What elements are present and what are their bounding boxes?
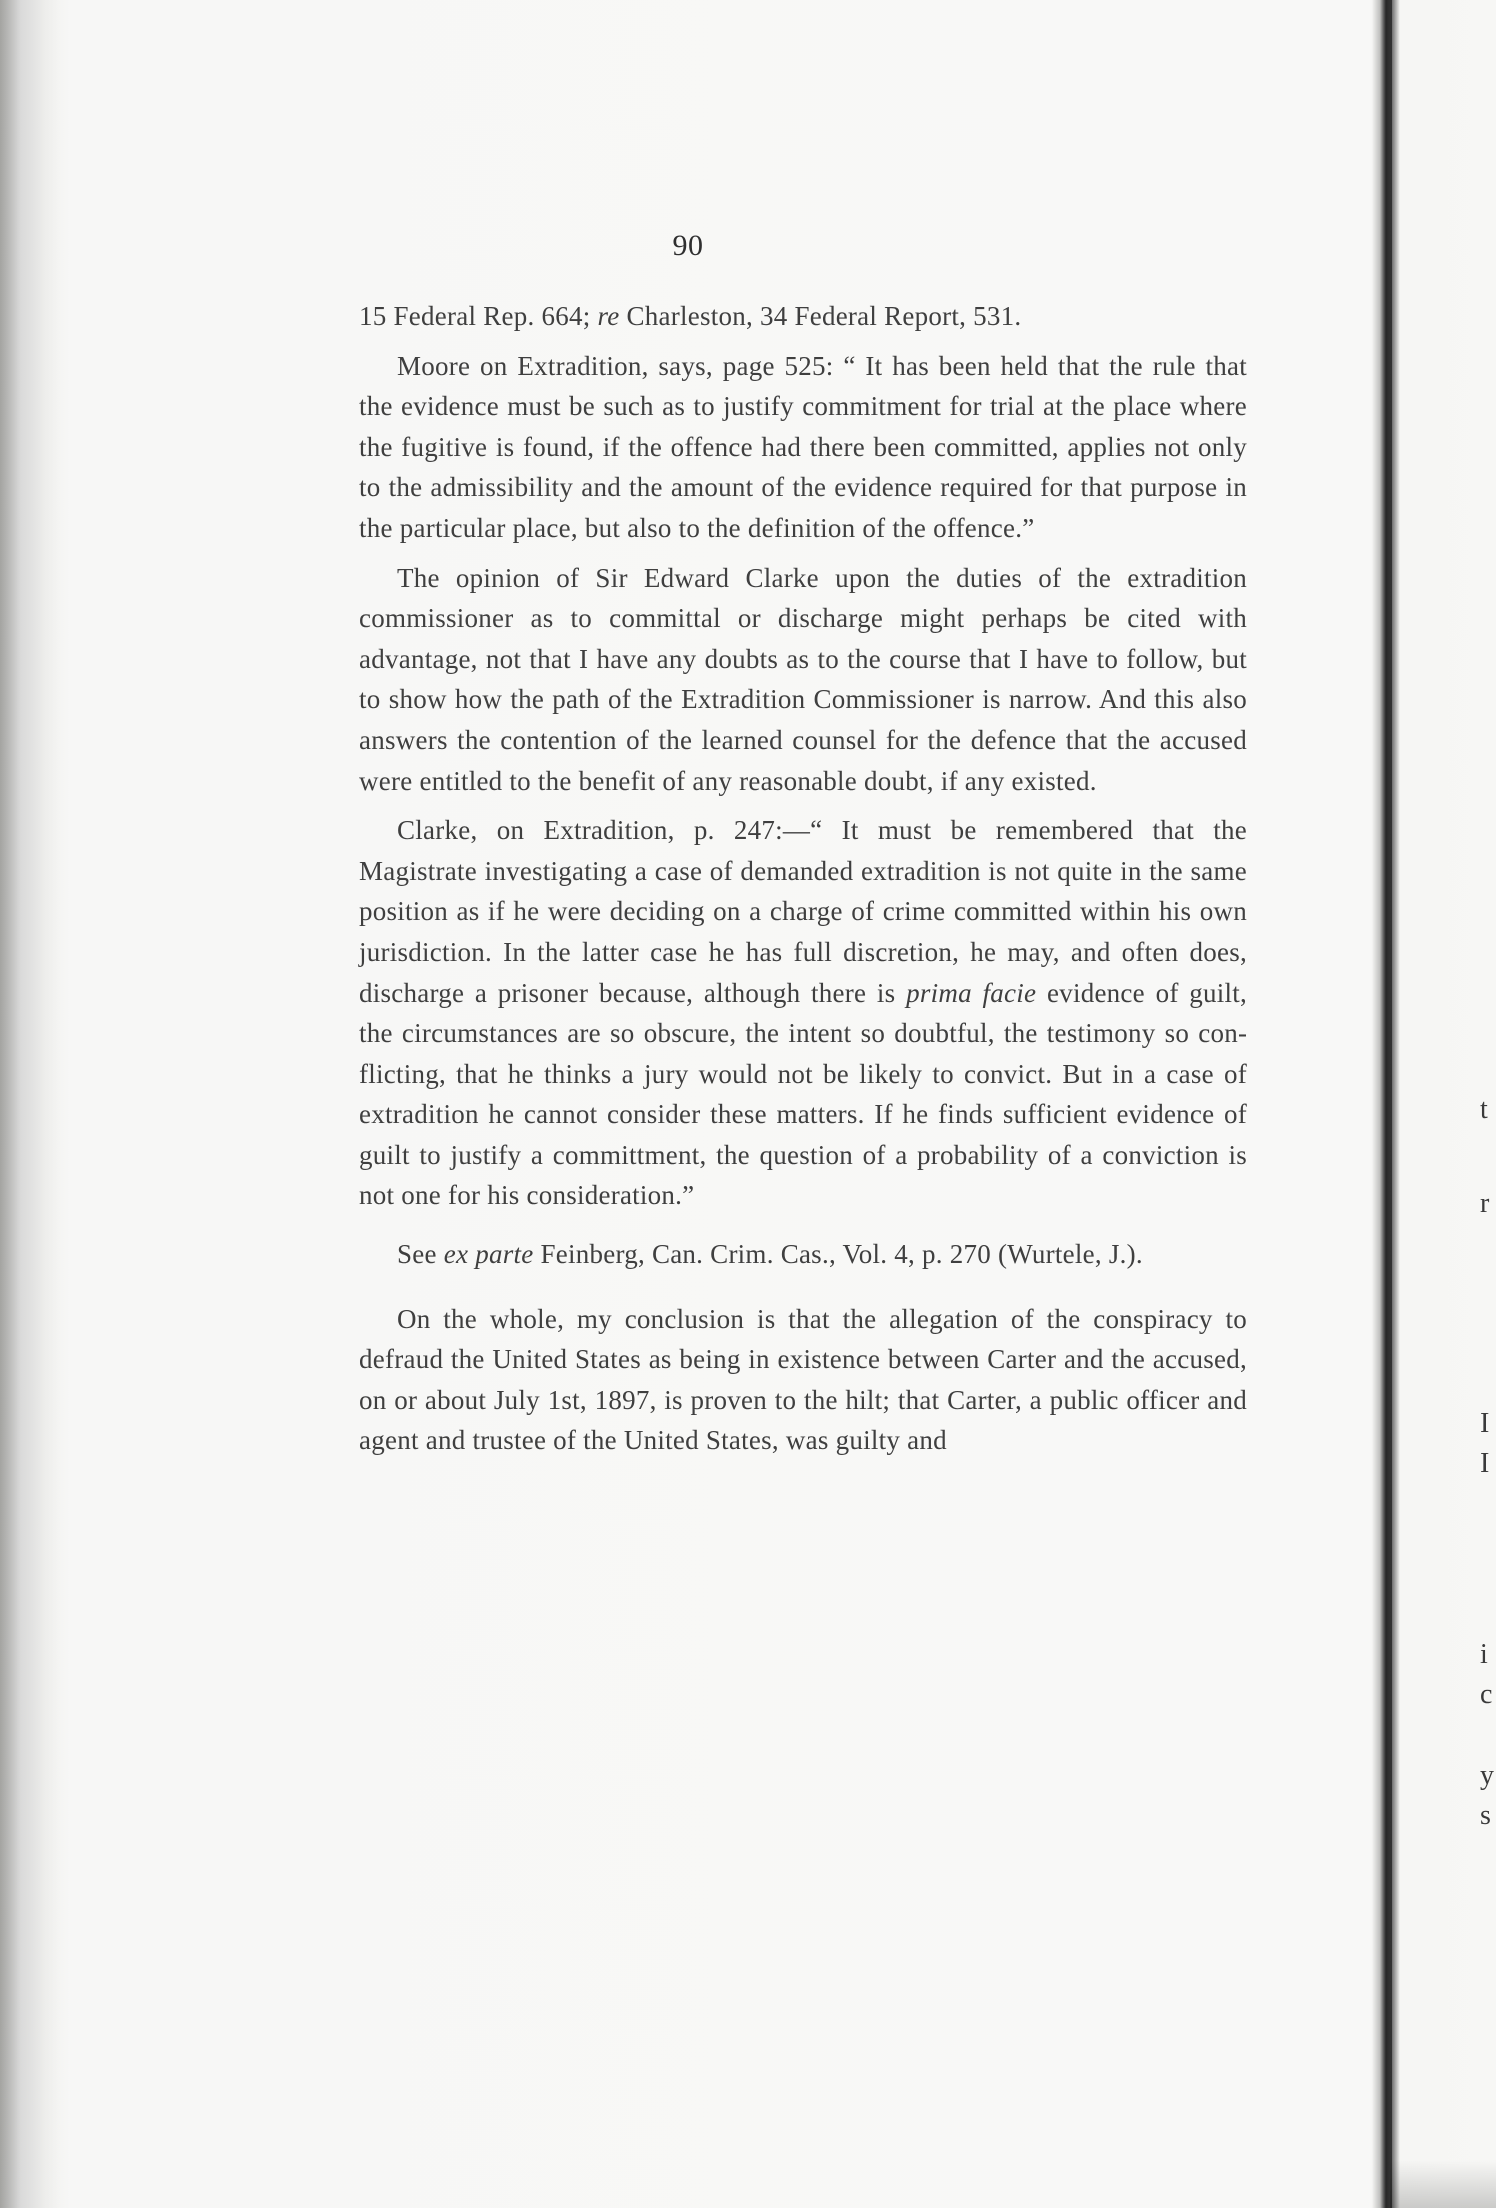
citation-italic: re bbox=[597, 301, 620, 331]
facing-page-fragment: i bbox=[1480, 1641, 1488, 1669]
left-page-edge-shadow bbox=[0, 0, 60, 2208]
citation-text-end: Charleston, 34 Federal Report, 531. bbox=[619, 301, 1022, 331]
facing-page-fragment: t bbox=[1480, 1096, 1488, 1124]
clarke-quote-end: evidence of guilt, the circumstances are so obscure, the intent so doubtful, the testimony so conflicting, that he thinks a jury would not be likely to convict. But in a case of extradition he cannot consider these matters. If he finds sufficient evidence of guilt to justify a committment, the question of a probability of a conviction is not one for his consideration.” bbox=[359, 977, 1248, 1211]
facing-page-fragment: I bbox=[1480, 1410, 1490, 1438]
see-reference-italic: ex parte bbox=[443, 1239, 534, 1270]
clarke-quote-italic: prima facie bbox=[906, 977, 1037, 1008]
body-text bbox=[359, 296, 1247, 1461]
facing-page-fragment: c bbox=[1480, 1681, 1493, 1709]
facing-page-fragment: y bbox=[1480, 1762, 1494, 1790]
page-number: 90 bbox=[672, 229, 704, 262]
paragraph-citation bbox=[359, 296, 1247, 337]
facing-page-fragment: I bbox=[1480, 1450, 1490, 1478]
see-reference-start: See bbox=[397, 1239, 444, 1270]
paragraph-clarke-quote bbox=[359, 810, 1247, 1216]
clarke-quote-start: Clarke, on Extradition, p. 247:—“ It must be remembered that the Magistrate investigating a case of demanded extradition is not quite in the same position as if he were deciding on a charge of crime committed within his own jurisdiction. In the latter case he has full discretion, he may, and often does, discharge a prisoner because, although there is bbox=[359, 815, 1247, 1008]
see-reference-end: Feinberg, Can. Crim. Cas., Vol. 4, p. 270 (Wurtele, J.). bbox=[533, 1239, 1143, 1270]
paragraph-conclusion: On the whole, my conclusion is that the allegation of the conspiracy to defraud the United States as being in existence between Carter and the accused, on or about July 1st, 1897, is proven to the hilt; that Carter, a public officer and agent and trustee of the United States, was guilty and bbox=[359, 1303, 1247, 1456]
facing-page-curl-shadow bbox=[1390, 2160, 1496, 2208]
citation-text: 15 Federal Rep. 664; bbox=[359, 301, 598, 331]
paragraph-clarke-opinion: The opinion of Sir Edward Clarke upon the duties of the extradition commissioner as to committal or discharge might perhaps be cited with advantage, not that I have any doubts as to the course that I have to follow, but to show how the path of the Extradition Commissioner is narrow. And this also answers the contention of the learned counsel for the defence that the accused were entitled to the benefit of any reasonable doubt, if any existed. bbox=[359, 562, 1247, 796]
facing-page-fragment: s bbox=[1480, 1802, 1491, 1830]
paragraph-see-reference bbox=[359, 1234, 1247, 1275]
paragraph-moore: Moore on Extradition, says, page 525: “ It has been held that the rule that the evidence must be such as to justify commitment for trial at the place where the fugitive is found, if the offence had there been committed, applies not only to the admissibility and the amount of the evidence required for that purpose in the particular place, but also to the definition of the offence.” bbox=[359, 350, 1247, 543]
book-gutter-shadow bbox=[1372, 0, 1392, 2208]
facing-page-fragment: r bbox=[1480, 1190, 1490, 1218]
